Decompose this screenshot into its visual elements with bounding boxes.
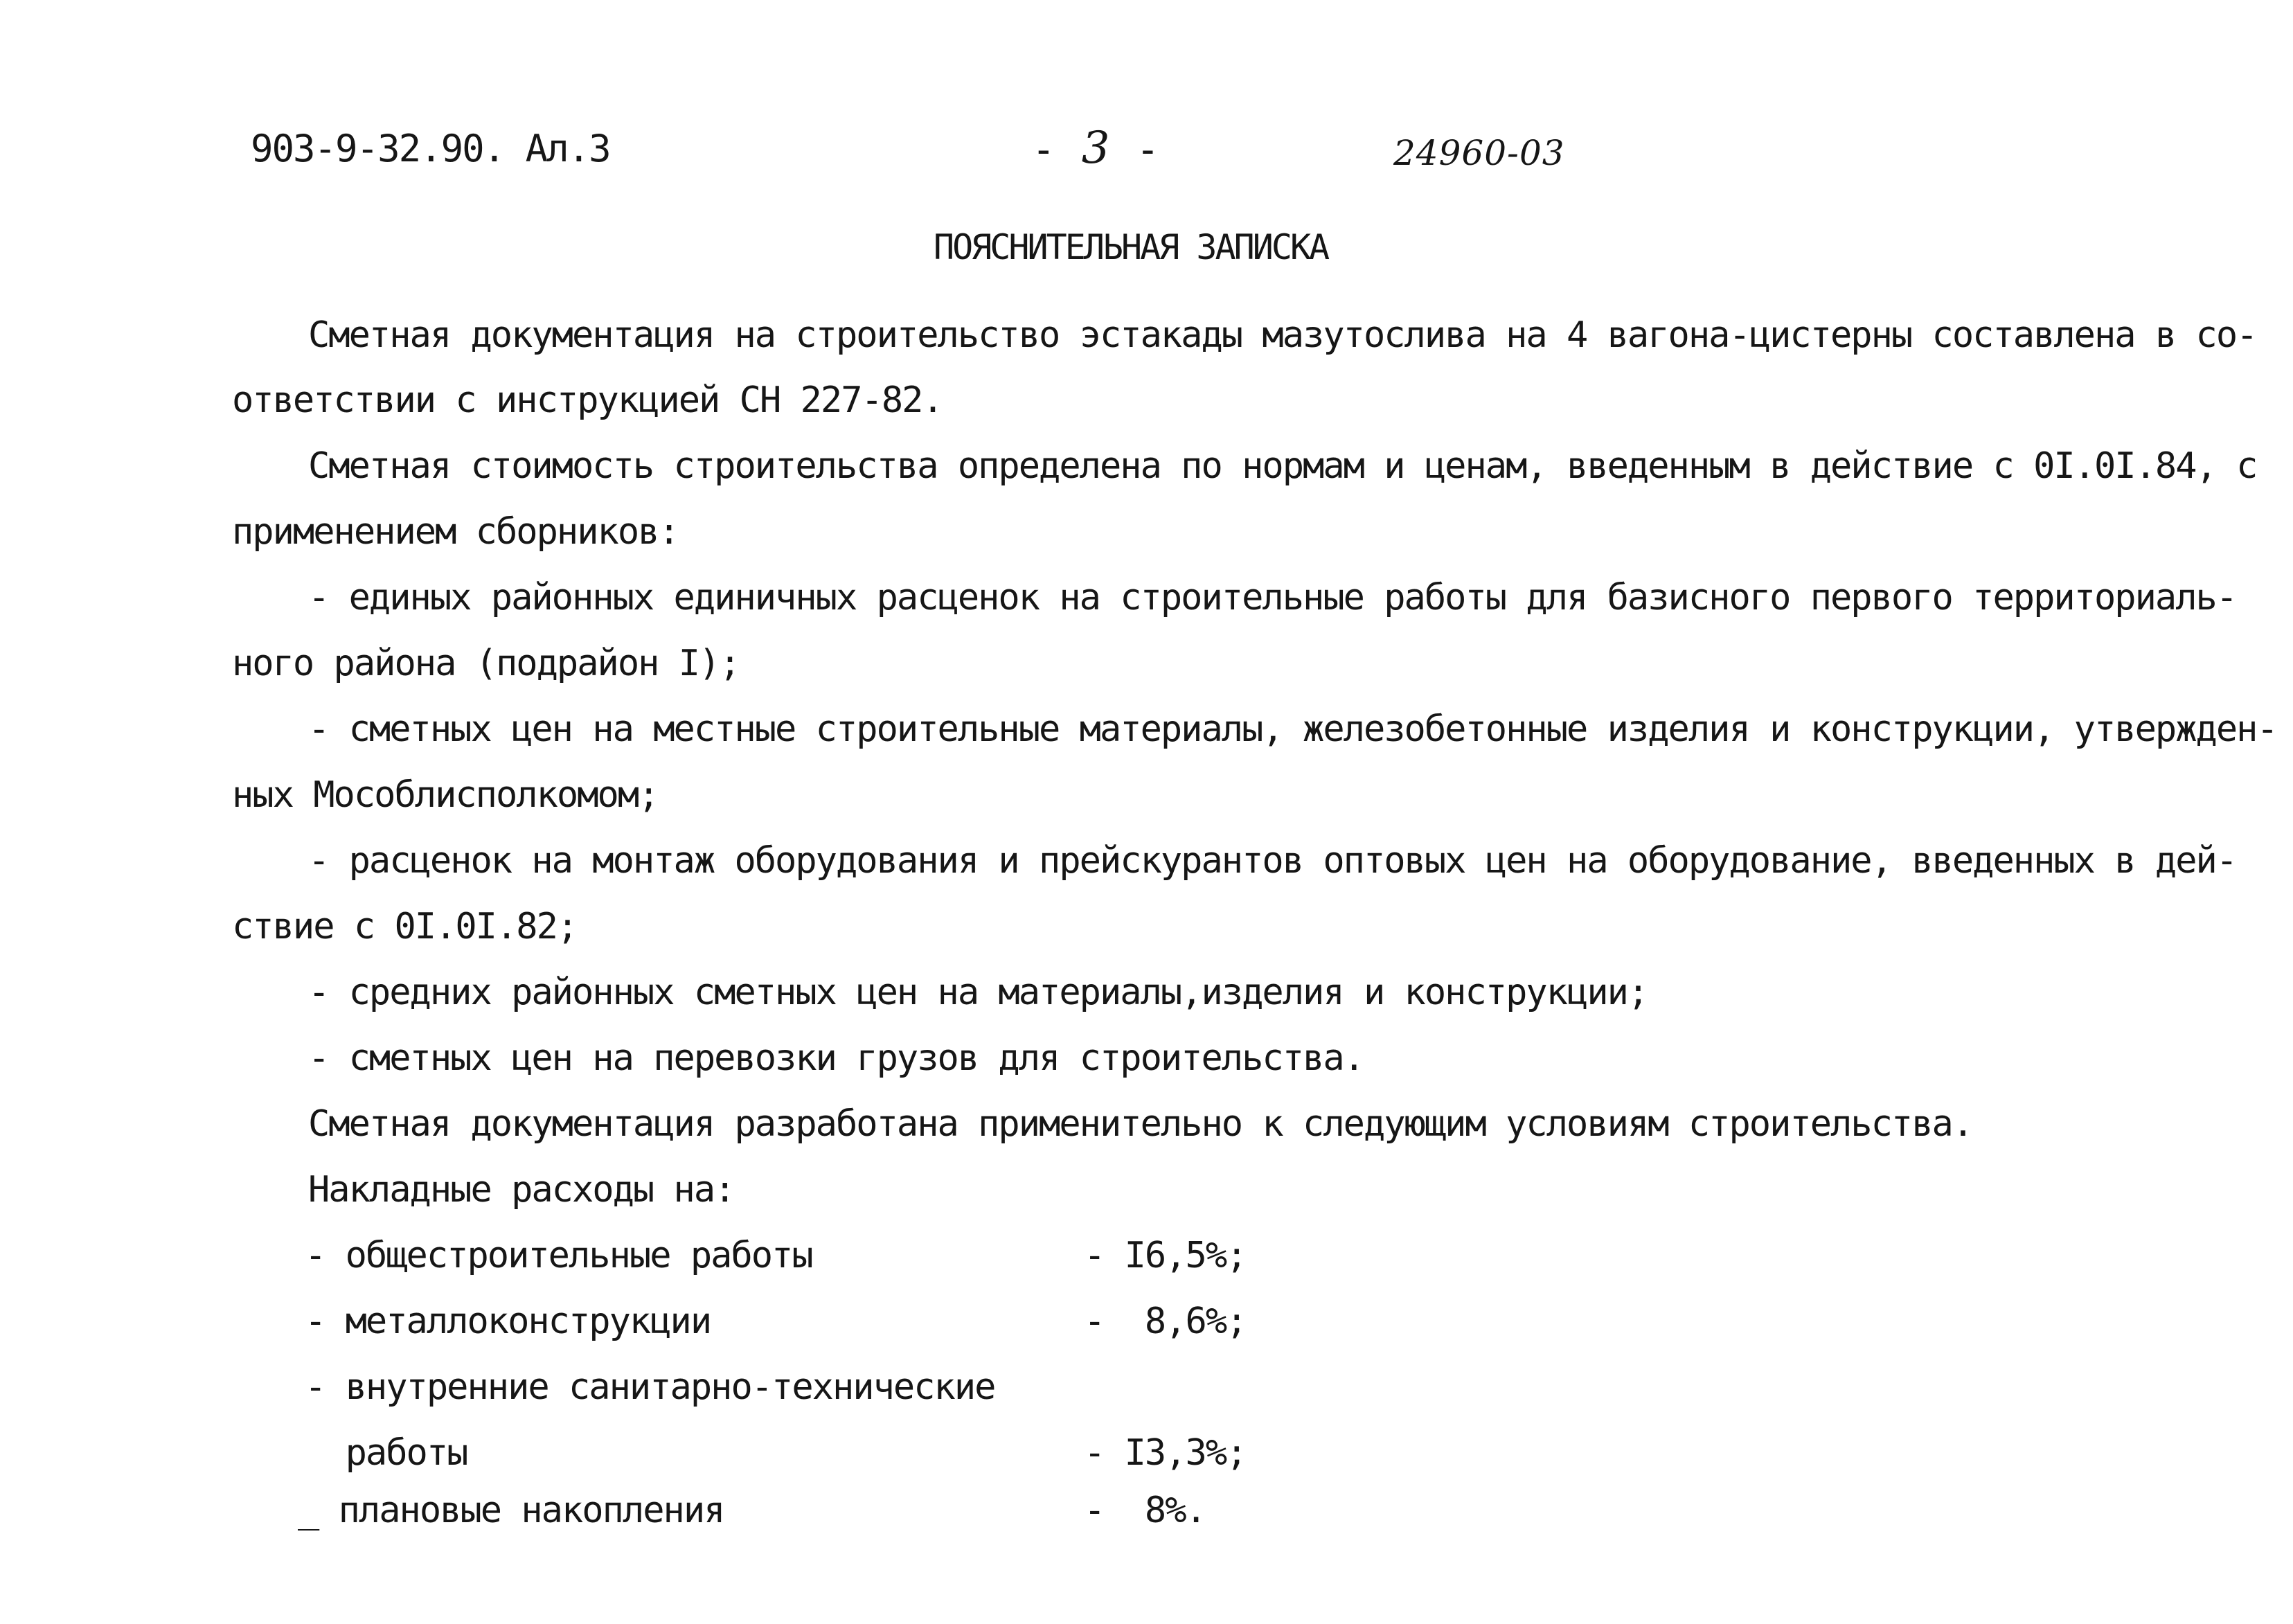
- rate-label: - внутренние санитарно-технические: [305, 1366, 995, 1408]
- paragraph-line: применением сборников:: [232, 511, 679, 553]
- paragraph-line: Сметная стоимость строительства определена по нормам и ценам, введенным в действие с 0I.0I.84, с: [308, 445, 2257, 487]
- list-item-line: ствие с 0I.0I.82;: [232, 906, 578, 947]
- page-dash-right: -: [1136, 127, 1159, 172]
- page-number: 3: [1081, 123, 1109, 174]
- rate-value: - 8,6%;: [1084, 1301, 1247, 1342]
- page-number-block: [1032, 123, 1159, 174]
- list-item-line: ного района (подрайон I);: [232, 643, 740, 684]
- paragraph-line: Сметная документация разработана применительно к следующим условиям строительства.: [308, 1103, 1973, 1145]
- document-title: ПОЯСНИТЕЛЬНАЯ ЗАПИСКА: [934, 227, 1328, 267]
- list-item-line: ных Мособлисполкомом;: [232, 774, 659, 816]
- rate-label: - металлоконструкции: [305, 1301, 711, 1342]
- page-dash-left: -: [1032, 127, 1054, 172]
- list-item-line: - сметных цен на местные строительные материалы, железобетонные изделия и конструкции, утвержден-: [308, 708, 2277, 750]
- document-code: 903-9-32.90. Ал.3: [251, 127, 610, 170]
- inventory-number: 24960-03: [1393, 133, 1565, 173]
- rate-label: _ плановые накопления: [298, 1490, 724, 1531]
- list-item-line: - сметных цен на перевозки грузов для строительства.: [308, 1037, 1364, 1079]
- rate-label: - общестроительные работы: [305, 1235, 812, 1276]
- rate-value: - I3,3%;: [1084, 1432, 1247, 1474]
- paragraph-line: Накладные расходы на:: [308, 1169, 735, 1211]
- list-item-line: - средних районных сметных цен на материалы,изделия и конструкции;: [308, 972, 1648, 1013]
- list-item-line: - единых районных единичных расценок на строительные работы для базисного первого территориаль-: [308, 577, 2237, 618]
- paragraph-line: ответствии с инструкцией СН 227-82.: [232, 380, 943, 421]
- list-item-line: - расценок на монтаж оборудования и прейскурантов оптовых цен на оборудование, введенных в дей-: [308, 840, 2237, 882]
- rate-value: - 8%.: [1084, 1490, 1206, 1531]
- paragraph-line: Сметная документация на строительство эстакады мазутослива на 4 вагона-цистерны составлена в со-: [308, 314, 2257, 356]
- rate-label: работы: [305, 1432, 467, 1474]
- rate-value: - I6,5%;: [1084, 1235, 1247, 1276]
